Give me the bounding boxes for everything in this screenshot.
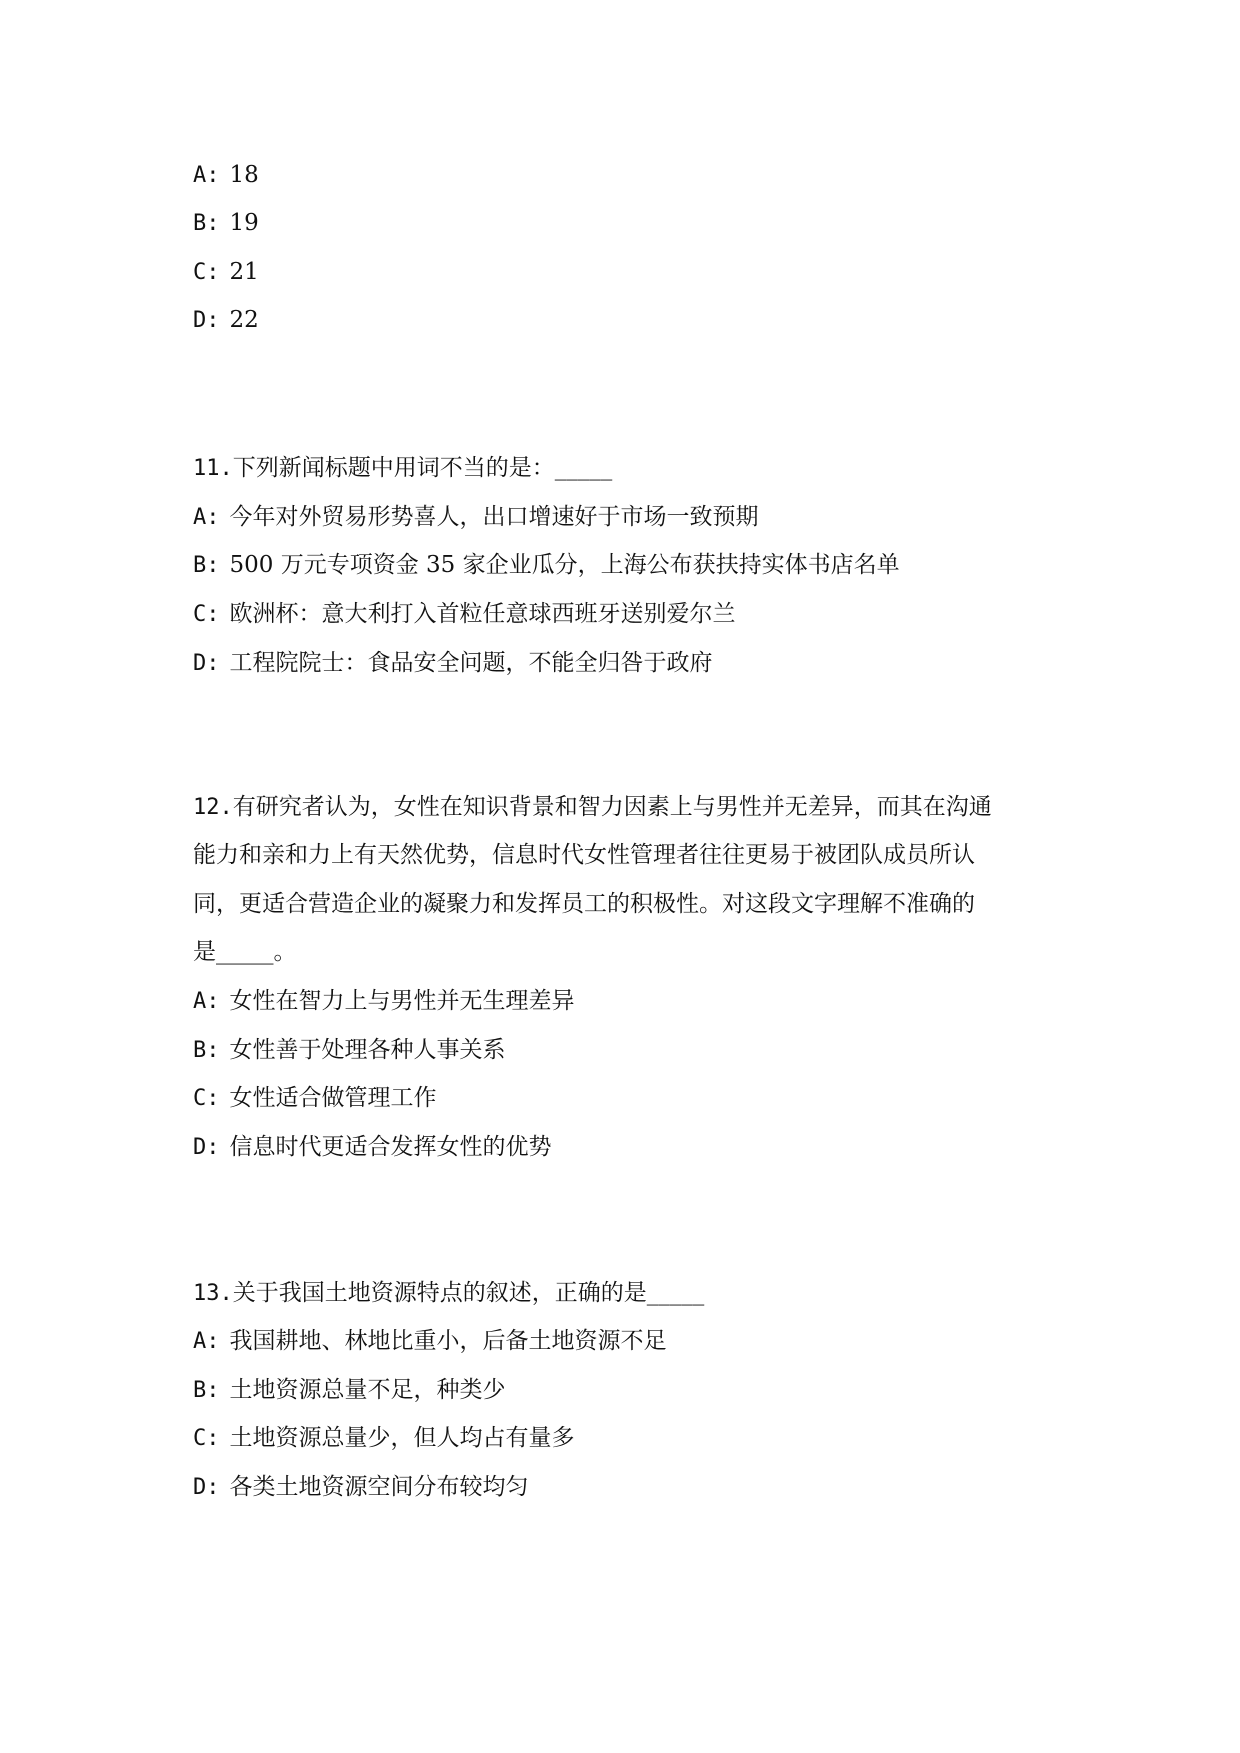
question-text: 关于我国土地资源特点的叙述，正确的是_____: [232, 1280, 705, 1306]
option-label: C:: [193, 602, 220, 627]
q11-stem: [193, 453, 612, 484]
option-text: 22: [229, 307, 259, 333]
option-text: 土地资源总量不足，种类少: [229, 1377, 506, 1403]
question-text: 下列新闻标题中用词不当的是：_____: [232, 455, 613, 481]
option-label: D:: [193, 1135, 220, 1160]
question-text: 是_____。: [193, 939, 297, 965]
option-text: 女性在智力上与男性并无生理差异: [229, 988, 575, 1014]
q11-option-b: [193, 550, 900, 581]
option-text: 18: [229, 162, 259, 188]
option-label: C:: [193, 1426, 220, 1451]
q12-option-c: [193, 1083, 437, 1114]
question-number: 11.: [193, 456, 233, 481]
option-text: 21: [229, 259, 259, 285]
q12-option-d: [193, 1132, 552, 1163]
option-label: B:: [193, 211, 220, 236]
q10-option-c: [193, 257, 259, 288]
option-label: C:: [193, 260, 220, 285]
option-text: 我国耕地、林地比重小，后备土地资源不足: [229, 1328, 667, 1354]
q12-stem-line-1: [193, 792, 992, 823]
option-text: 欧洲杯：意大利打入首粒任意球西班牙送别爱尔兰: [229, 601, 736, 627]
q10-option-b: [193, 208, 259, 239]
q12-stem-line-3: [193, 889, 975, 919]
option-label: A:: [193, 505, 220, 530]
option-label: D:: [193, 651, 220, 676]
question-text: 有研究者认为，女性在知识背景和智力因素上与男性并无差异，而其在沟通: [232, 794, 992, 820]
q11-option-d: [193, 648, 713, 679]
option-label: A:: [193, 989, 220, 1014]
option-label: C:: [193, 1086, 220, 1111]
option-label: A:: [193, 1329, 220, 1354]
q10-option-a: [193, 160, 259, 191]
q13-stem: [193, 1278, 704, 1309]
q13-option-a: [193, 1326, 667, 1357]
option-text: 各类土地资源空间分布较均匀: [229, 1474, 529, 1500]
q12-stem-line-4: [193, 937, 297, 967]
question-text: 同，更适合营造企业的凝聚力和发挥员工的积极性。对这段文字理解不准确的: [193, 891, 975, 917]
q12-stem-line-2: [193, 840, 975, 870]
option-label: A:: [193, 163, 220, 188]
option-label: B:: [193, 553, 220, 578]
q13-option-c: [193, 1423, 575, 1454]
question-number: 13.: [193, 1281, 233, 1306]
option-text: 500 万元专项资金 35 家企业瓜分，上海公布获扶持实体书店名单: [229, 552, 900, 578]
option-text: 信息时代更适合发挥女性的优势: [229, 1134, 552, 1160]
q10-option-d: [193, 305, 259, 336]
option-label: D:: [193, 308, 220, 333]
option-text: 今年对外贸易形势喜人，出口增速好于市场一致预期: [229, 504, 759, 530]
option-text: 女性适合做管理工作: [229, 1085, 437, 1111]
option-text: 女性善于处理各种人事关系: [229, 1037, 506, 1063]
option-label: B:: [193, 1038, 220, 1063]
q12-option-b: [193, 1035, 506, 1066]
question-number: 12.: [193, 795, 233, 820]
option-label: D:: [193, 1475, 220, 1500]
q11-option-a: [193, 502, 759, 533]
option-text: 土地资源总量少，但人均占有量多: [229, 1425, 575, 1451]
question-text: 能力和亲和力上有天然优势，信息时代女性管理者往往更易于被团队成员所认: [193, 842, 975, 868]
q12-option-a: [193, 986, 575, 1017]
option-text: 19: [229, 210, 259, 236]
option-label: B:: [193, 1378, 220, 1403]
q13-option-d: [193, 1472, 529, 1503]
q13-option-b: [193, 1375, 506, 1406]
option-text: 工程院院士：食品安全问题，不能全归咎于政府: [229, 650, 713, 676]
q11-option-c: [193, 599, 736, 630]
